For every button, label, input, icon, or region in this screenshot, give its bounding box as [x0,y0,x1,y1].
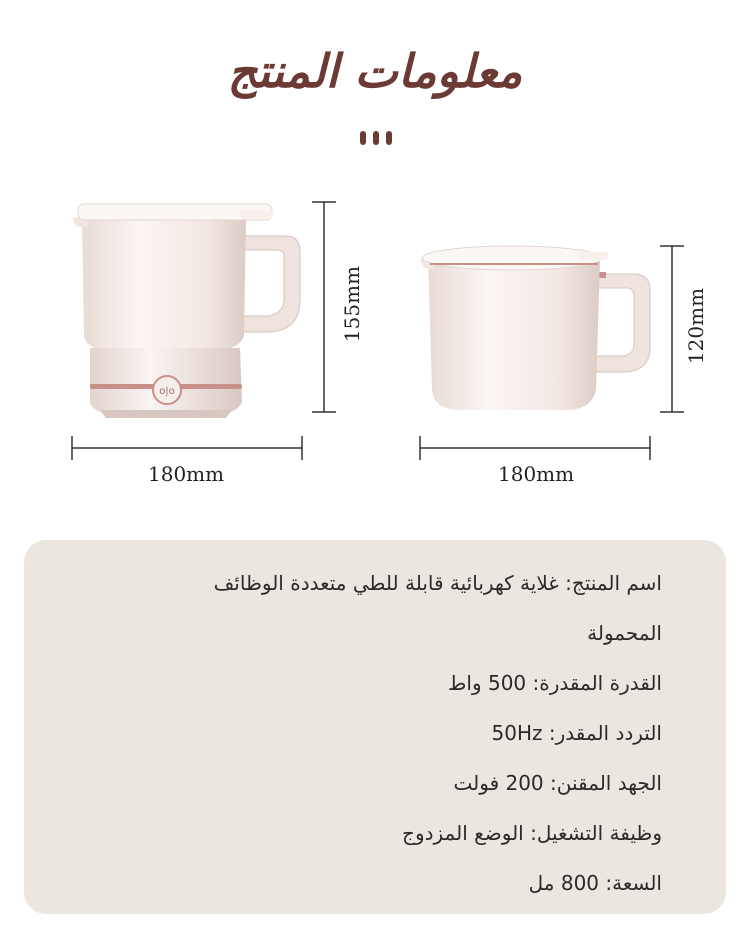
spec-rated-power: القدرة المقدرة: 500 واط [447,671,662,695]
width-dimension-right [420,436,650,460]
spec-rated-frequency: التردد المقدر: 50Hz [491,721,662,745]
spec-product-name-cont: المحمولة [587,621,662,645]
collapsed-kettle-image [420,246,650,410]
spec-list [62,558,662,908]
height-dimension-right [660,246,684,412]
spec-card [24,540,726,914]
spec-product-name: اسم المنتج: غلاية كهربائية قابلة للطي متعددة الوظائف [213,571,662,595]
height-dimension-left [312,202,336,412]
title-divider-dots [360,131,392,147]
width-dimension-left [72,436,302,460]
divider-dot [386,131,392,145]
spec-rated-voltage: الجهد المقنن: 200 فولت [453,771,662,795]
svg-text:o|o: o|o [159,386,175,397]
product-dimensions-figure [0,180,750,500]
page-title: معلومات المنتج [227,44,523,98]
spec-capacity: السعة: 800 مل [528,871,662,895]
width-label-right: 180mm [498,462,575,486]
width-label-left: 180mm [148,462,225,486]
spec-operation-mode: وظيفة التشغيل: الوضع المزدوج [402,821,662,845]
divider-dot [360,131,366,145]
expanded-kettle-image [72,204,300,418]
height-label-right: 120mm [684,287,708,365]
height-label-left: 155mm [340,265,364,343]
divider-dot [373,131,379,145]
